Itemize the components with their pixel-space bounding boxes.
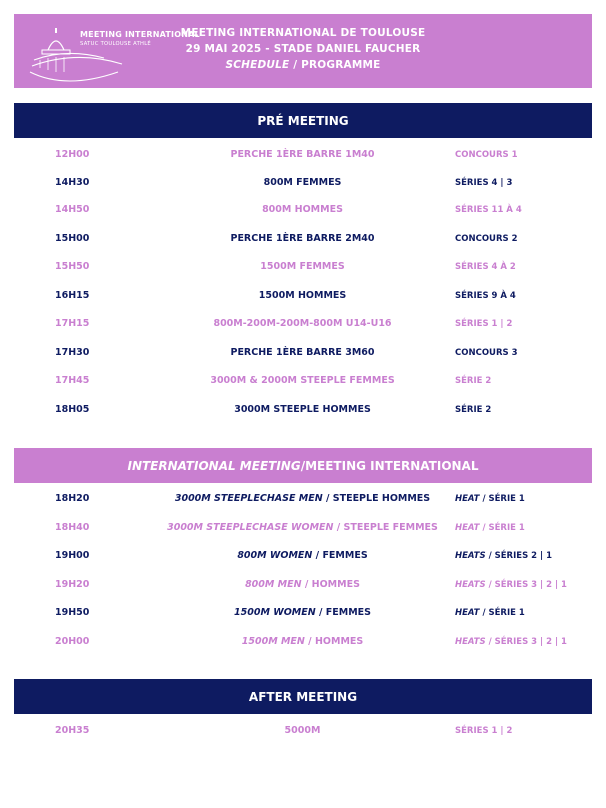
section-pre-meeting-title (14, 103, 592, 138)
row-event: 3000M & 2000M STEEPLE FEMMES (210, 375, 395, 386)
row-time: 19H50 (55, 607, 90, 618)
row-event-en: 3000M STEEPLECHASE WOMEN (167, 522, 334, 533)
row-series (455, 523, 525, 533)
row-event-fr: / STEEPLE FEMMES (333, 522, 438, 533)
row-series-fr: / SÉRIES 3 | 2 | 1 (485, 580, 567, 590)
row-time: 15H50 (55, 261, 90, 272)
row-event-fr: / HOMMES (304, 636, 364, 647)
row-series: SÉRIES 1 | 2 (455, 726, 513, 736)
row-series-en: HEATS (455, 551, 486, 561)
row-time: 14H30 (55, 177, 90, 188)
logo-title: MEETING INTERNATIONAL (80, 30, 200, 39)
row-event: PERCHE 1ÈRE BARRE 2M40 (230, 233, 375, 244)
row-series-en: HEAT (455, 608, 480, 618)
row-event: 3000M STEEPLE HOMMES (234, 404, 371, 415)
row-series-fr: / SÉRIES 3 | 2 | 1 (485, 637, 567, 647)
schedule-row (0, 490, 606, 510)
row-series: CONCOURS 1 (455, 150, 518, 160)
row-series-fr: / SÉRIE 1 (479, 494, 525, 504)
row-event (120, 636, 485, 647)
row-event: 800M HOMMES (262, 204, 343, 215)
row-time: 20H00 (55, 636, 90, 647)
row-event: PERCHE 1ÈRE BARRE 1M40 (230, 149, 375, 160)
row-series-en: HEATS (455, 637, 486, 647)
header-programme: PROGRAMME (301, 59, 381, 71)
section-after-meeting-title (14, 679, 592, 714)
row-series (455, 637, 567, 647)
row-time: 19H00 (55, 550, 90, 561)
header-schedule: SCHEDULE (225, 59, 290, 71)
row-event: PERCHE 1ÈRE BARRE 3M60 (230, 347, 375, 358)
schedule-row (0, 519, 606, 539)
row-series-en: HEATS (455, 580, 486, 590)
row-event-en: 1500M WOMEN (234, 607, 316, 618)
section-title-separator: / (300, 458, 306, 473)
schedule-row (0, 604, 606, 624)
section-title: PRÉ MEETING (257, 113, 349, 128)
row-event: 800M FEMMES (263, 177, 342, 188)
row-series: SÉRIES 11 À 4 (455, 205, 522, 215)
row-series (455, 580, 567, 590)
section-title-en: INTERNATIONAL MEETING (127, 458, 301, 473)
row-event-fr: / FEMMES (315, 607, 371, 618)
row-series (455, 608, 525, 618)
row-event-en: 800M MEN (245, 579, 302, 590)
header-title-block (14, 25, 592, 73)
row-event (120, 579, 485, 590)
page-header (14, 14, 592, 88)
schedule-row (0, 230, 606, 250)
row-series-fr: / SÉRIES 2 | 1 (485, 551, 553, 561)
row-time: 20H35 (55, 725, 90, 736)
row-time: 19H20 (55, 579, 90, 590)
row-event-en: 1500M MEN (241, 636, 305, 647)
section-international-title (14, 448, 592, 483)
row-series: CONCOURS 3 (455, 348, 518, 358)
row-time: 17H30 (55, 347, 90, 358)
row-series-fr: / SÉRIE 1 (479, 523, 525, 533)
row-time: 17H15 (55, 318, 90, 329)
row-event: 1500M HOMMES (258, 290, 347, 301)
row-series: SÉRIE 2 (455, 405, 492, 415)
row-event: 1500M FEMMES (260, 261, 345, 272)
row-event (120, 522, 485, 533)
header-line-2: 29 MAI 2025 - STADE DANIEL FAUCHER (185, 43, 421, 55)
header-separator: / (289, 59, 302, 71)
row-event-fr: / HOMMES (301, 579, 360, 590)
row-series: SÉRIES 1 | 2 (455, 319, 513, 329)
row-series (455, 551, 552, 561)
section-title-fr: MEETING INTERNATIONAL (305, 458, 479, 473)
row-time: 17H45 (55, 375, 90, 386)
row-event-en: 3000M STEEPLECHASE MEN (174, 493, 323, 504)
row-time: 15H00 (55, 233, 90, 244)
row-time: 12H00 (55, 149, 90, 160)
row-series (455, 494, 525, 504)
section-title: AFTER MEETING (248, 689, 358, 704)
schedule-row (0, 287, 606, 307)
row-event (120, 550, 485, 561)
row-series: SÉRIES 9 À 4 (455, 291, 516, 301)
row-time: 16H15 (55, 290, 90, 301)
schedule-row (0, 547, 606, 567)
schedule-row (0, 401, 606, 421)
row-time: 14H50 (55, 204, 90, 215)
row-series: SÉRIE 2 (455, 376, 492, 386)
row-event-en: 800M WOMEN (237, 550, 313, 561)
row-series: SÉRIES 4 À 2 (455, 262, 516, 272)
row-series-en: HEAT (455, 523, 480, 533)
row-time: 18H05 (55, 404, 90, 415)
row-event: 5000M (284, 725, 321, 736)
row-time: 18H20 (55, 493, 90, 504)
header-line-1: MEETING INTERNATIONAL DE TOULOUSE (180, 27, 426, 39)
schedule-row (0, 258, 606, 278)
row-event-fr: / STEEPLE HOMMES (322, 493, 431, 504)
logo-subtitle: SATUC TOULOUSE ATHLÉ (80, 41, 152, 47)
row-event-fr: / FEMMES (312, 550, 368, 561)
schedule-row (0, 633, 606, 653)
schedule-row (0, 174, 606, 194)
row-series-en: HEAT (455, 494, 480, 504)
schedule-row (0, 201, 606, 221)
schedule-row (0, 315, 606, 335)
row-series: CONCOURS 2 (455, 234, 518, 244)
row-time: 18H40 (55, 522, 90, 533)
schedule-row (0, 146, 606, 166)
schedule-row (0, 344, 606, 364)
row-event (120, 493, 485, 504)
row-series-fr: / SÉRIE 1 (479, 608, 525, 618)
row-event (120, 607, 485, 618)
schedule-row (0, 722, 606, 742)
header-line-3 (14, 57, 592, 73)
schedule-row (0, 576, 606, 596)
row-series: SÉRIES 4 | 3 (455, 178, 513, 188)
schedule-row (0, 372, 606, 392)
row-event: 800M-200M-200M-800M U14-U16 (213, 318, 392, 329)
